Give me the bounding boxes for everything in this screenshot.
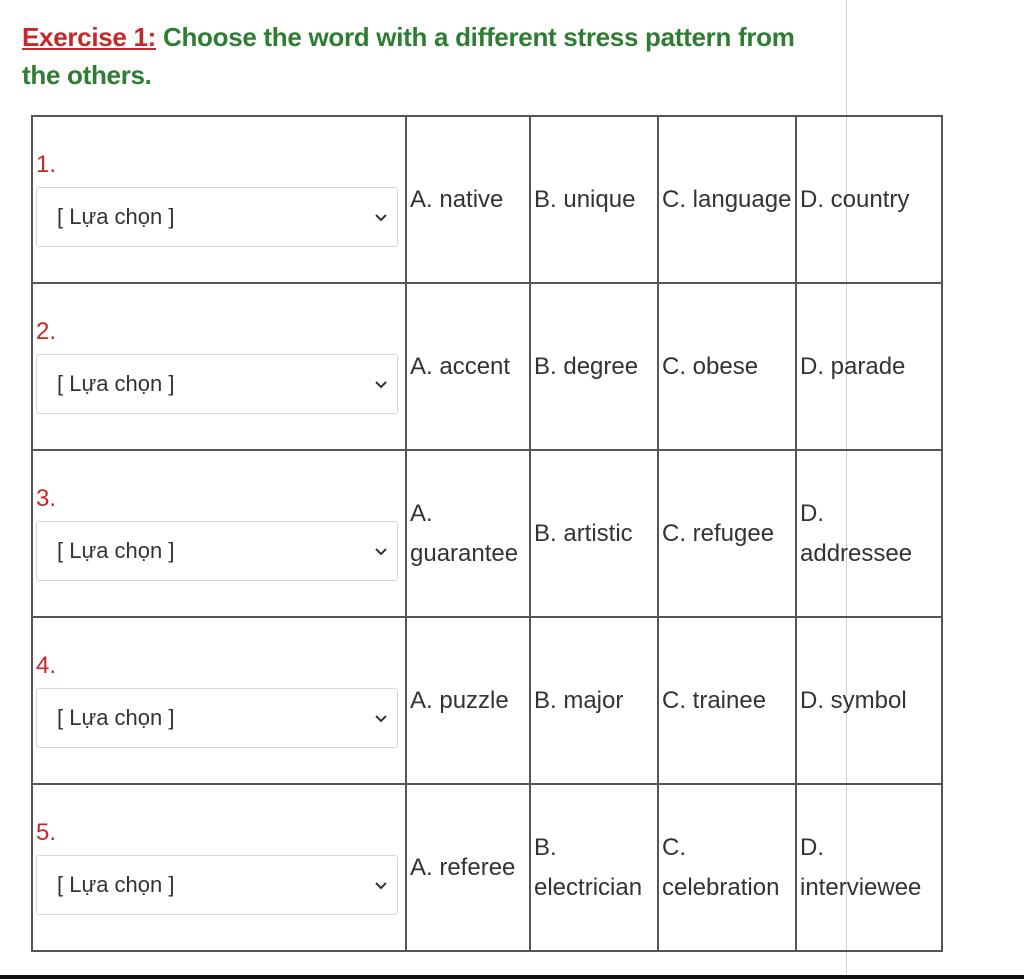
question-number: 1. [36, 150, 57, 178]
table-row [32, 450, 942, 617]
option-a: A. accent [406, 283, 530, 450]
chevron-down-icon [373, 543, 389, 559]
option-b: B. degree [530, 283, 658, 450]
option-b: B. electrician [530, 784, 658, 951]
chevron-down-icon [373, 710, 389, 726]
option-b: B. unique [530, 116, 658, 283]
option-c: C. celebration [658, 784, 796, 951]
option-a: A. native [406, 116, 530, 283]
option-d: D. parade [796, 283, 942, 450]
option-b: B. artistic [530, 450, 658, 617]
option-a: A. puzzle [406, 617, 530, 784]
option-c: C. language [658, 116, 796, 283]
option-d: D. addressee [796, 450, 942, 617]
bottom-border [0, 975, 1024, 979]
select-value: [ Lựa chọn ] [57, 203, 175, 229]
question-number: 3. [36, 484, 57, 512]
option-d: D. interviewee [796, 784, 942, 951]
chevron-down-icon [373, 376, 389, 392]
select-value: [ Lựa chọn ] [57, 370, 175, 396]
question-cell [32, 617, 406, 784]
table-row [32, 784, 942, 951]
chevron-down-icon [373, 877, 389, 893]
chevron-down-icon [373, 209, 389, 225]
question-number: 2. [36, 317, 57, 345]
exercise-heading [22, 18, 822, 94]
option-c: C. trainee [658, 617, 796, 784]
table-row [32, 283, 942, 450]
question-cell [32, 116, 406, 283]
question-number: 4. [36, 651, 57, 679]
exercise-instruction: Choose the word with a different stress pattern from the others. [22, 22, 795, 90]
exercise-label: Exercise 1: [22, 22, 157, 52]
table-row [32, 116, 942, 283]
option-a: A. guarantee [406, 450, 530, 617]
question-cell [32, 450, 406, 617]
option-a: A. referee [406, 784, 530, 951]
select-value: [ Lựa chọn ] [57, 871, 175, 897]
answer-select[interactable] [36, 688, 398, 748]
table-row [32, 617, 942, 784]
option-d: D. symbol [796, 617, 942, 784]
question-cell [32, 283, 406, 450]
question-cell [32, 784, 406, 951]
option-c: C. refugee [658, 450, 796, 617]
option-c: C. obese [658, 283, 796, 450]
select-value: [ Lựa chọn ] [57, 704, 175, 730]
answer-select[interactable] [36, 354, 398, 414]
question-number: 5. [36, 818, 57, 846]
option-d: D. country [796, 116, 942, 283]
question-table [31, 115, 943, 952]
select-value: [ Lựa chọn ] [57, 537, 175, 563]
answer-select[interactable] [36, 521, 398, 581]
option-b: B. major [530, 617, 658, 784]
answer-select[interactable] [36, 855, 398, 915]
answer-select[interactable] [36, 187, 398, 247]
